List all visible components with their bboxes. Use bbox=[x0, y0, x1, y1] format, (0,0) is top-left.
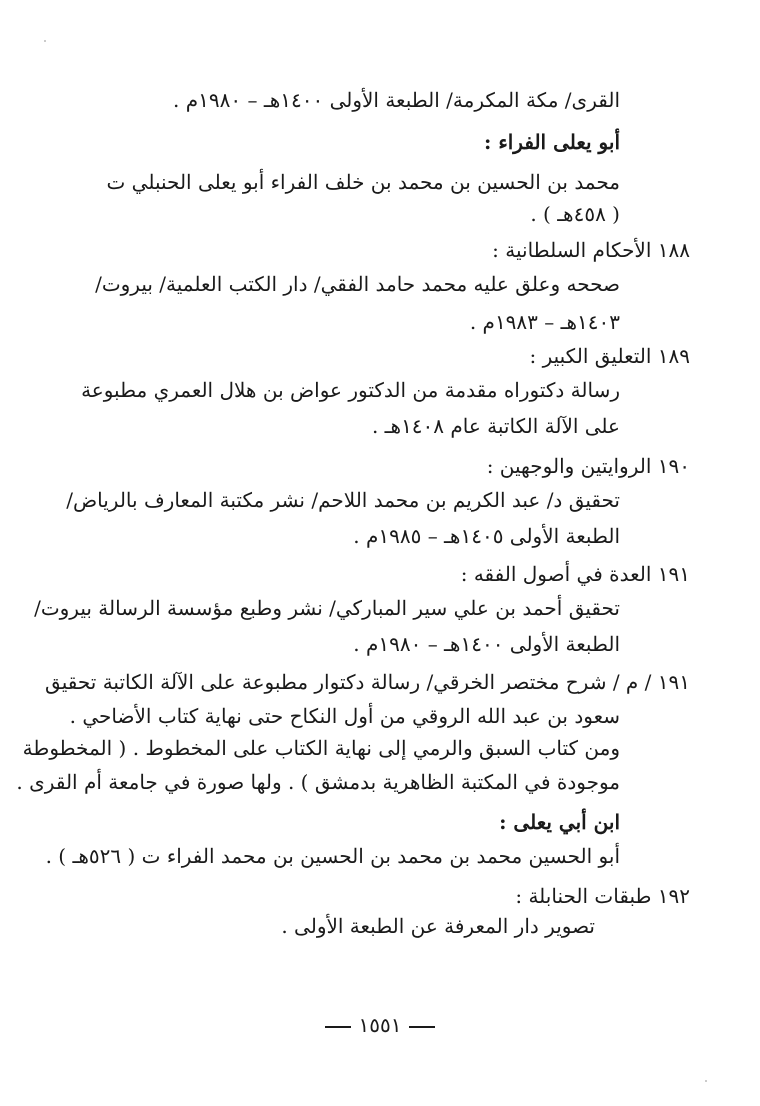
text-line: موجودة في المكتبة الظاهرية بدمشق ) . ولها صورة في جامعة أم القرى . bbox=[16, 770, 620, 794]
text-line: ومن كتاب السبق والرمي إلى نهاية الكتاب على المخطوط . ( المخطوطة bbox=[22, 736, 620, 760]
text-line: الطبعة الأولى ١٤٠٠هـ – ١٩٨٠م . bbox=[353, 632, 620, 656]
entry-title: ١٩١ العدة في أصول الفقه : bbox=[460, 562, 690, 586]
text-line: سعود بن عبد الله الروقي من أول النكاح حتى نهاية كتاب الأضاحي . bbox=[69, 704, 620, 728]
page-number bbox=[0, 1013, 760, 1037]
text-line: على الآلة الكاتبة عام ١٤٠٨هـ . bbox=[371, 414, 620, 438]
dash-left bbox=[409, 1026, 435, 1028]
text-line: أبو الحسين محمد بن محمد بن الحسين بن محمد الفراء ت ( ٥٢٦هـ ) . bbox=[45, 844, 620, 868]
entry-title: ١٩٢ طبقات الحنابلة : bbox=[515, 884, 690, 908]
text-line: رسالة دكتوراه مقدمة من الدكتور عواض بن هلال العمري مطبوعة bbox=[81, 378, 620, 402]
page-number-text: ١٥٥١ bbox=[358, 1013, 402, 1037]
scan-speck bbox=[705, 1080, 707, 1082]
text-line: الطبعة الأولى ١٤٠٥هـ – ١٩٨٥م . bbox=[353, 524, 620, 548]
text-line: تحقيق أحمد بن علي سير المباركي/ نشر وطبع مؤسسة الرسالة بيروت/ bbox=[34, 596, 620, 620]
text-line: ( ٤٥٨هـ ) . bbox=[530, 202, 620, 226]
dash-right bbox=[325, 1026, 351, 1028]
entry-title: ١٩٠ الروايتين والوجهين : bbox=[486, 454, 690, 478]
author-heading: أبو يعلى الفراء : bbox=[484, 130, 620, 154]
text-line: تصوير دار المعرفة عن الطبعة الأولى . bbox=[281, 914, 595, 938]
entry-title: ١٩١ / م / شرح مختصر الخرقي/ رسالة دكتوار مطبوعة على الآلة الكاتبة تحقيق bbox=[45, 670, 690, 694]
text-line: القرى/ مكة المكرمة/ الطبعة الأولى ١٤٠٠هـ – ١٩٨٠م . bbox=[173, 88, 620, 112]
scan-speck bbox=[44, 40, 46, 42]
text-line: تحقيق د/ عبد الكريم بن محمد اللاحم/ نشر مكتبة المعارف بالرياض/ bbox=[66, 488, 620, 512]
text-line: ١٤٠٣هـ – ١٩٨٣م . bbox=[469, 310, 620, 334]
text-line: صححه وعلق عليه محمد حامد الفقي/ دار الكتب العلمية/ بيروت/ bbox=[95, 272, 620, 296]
author-heading: ابن أبي يعلى : bbox=[499, 810, 620, 834]
entry-title: ١٨٩ التعليق الكبير : bbox=[529, 344, 690, 368]
entry-title: ١٨٨ الأحكام السلطانية : bbox=[492, 238, 690, 262]
text-line: محمد بن الحسين بن محمد بن خلف الفراء أبو يعلى الحنبلي ت bbox=[106, 170, 620, 194]
